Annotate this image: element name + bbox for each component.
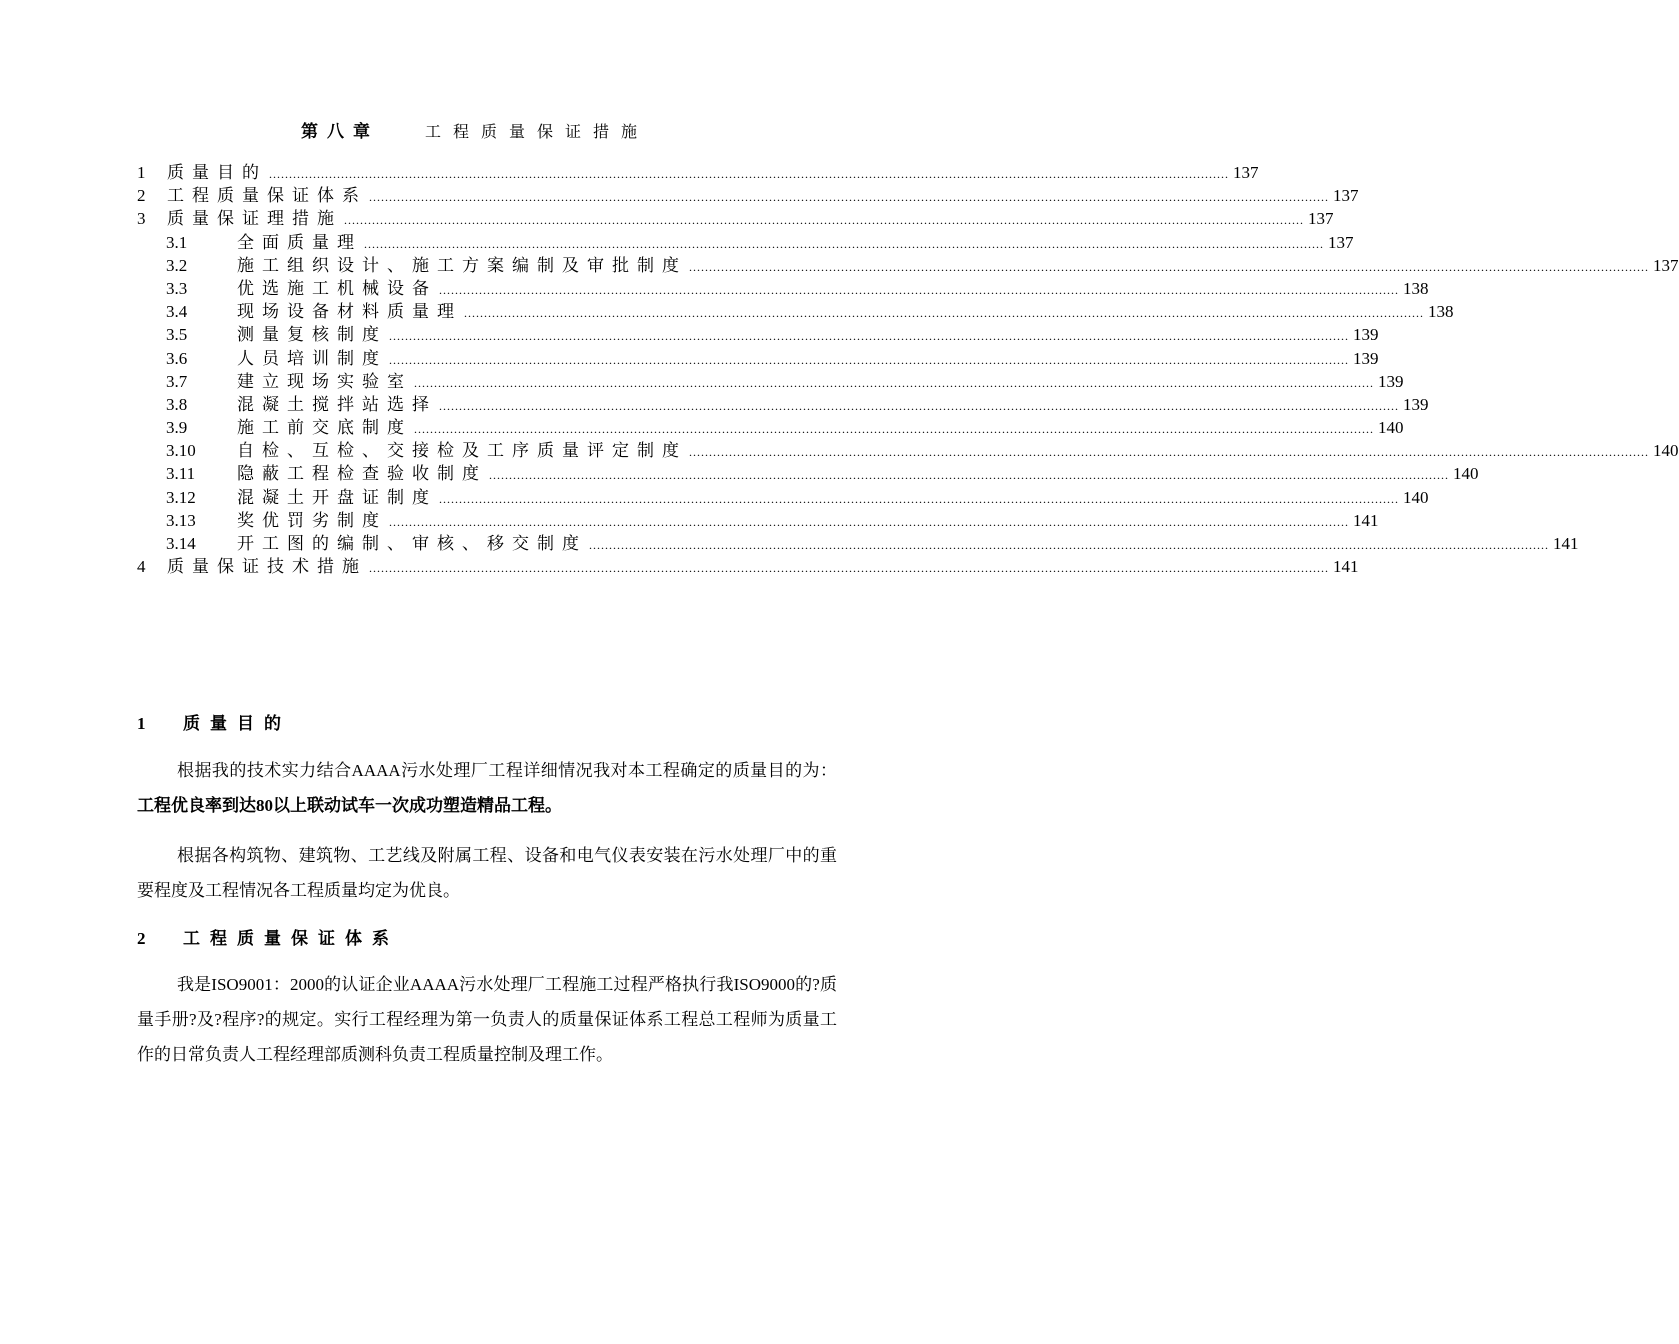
paragraph	[137, 967, 837, 1072]
toc-dot-leader: ................................................................................................................................................................................................................................................	[269, 167, 1229, 181]
toc-dot-leader: ................................................................................................................................................................................................................................................	[364, 236, 1324, 251]
toc-entry-title: 建立现场实验室	[237, 371, 412, 391]
toc-entry-title: 施工组织设计、施工方案编制及审批制度	[237, 255, 687, 275]
paragraph	[137, 753, 837, 823]
toc-entry-title: 全面质量理	[237, 232, 362, 252]
table-of-contents	[137, 161, 1679, 578]
toc-dot-leader: ................................................................................................................................................................................................................................................	[489, 468, 1449, 483]
toc-entry[interactable]	[137, 393, 1429, 416]
toc-dot-leader: ................................................................................................................................................................................................................................................	[464, 306, 1424, 321]
toc-dot-leader: ................................................................................................................................................................................................................................................	[689, 259, 1649, 274]
toc-entry[interactable]	[137, 254, 1679, 277]
toc-entry-title: 人员培训制度	[237, 348, 387, 368]
toc-entry[interactable]	[137, 300, 1454, 323]
toc-entry-title: 质量保证技术措施	[167, 557, 367, 577]
toc-dot-leader: ................................................................................................................................................................................................................................................	[439, 398, 1399, 413]
toc-entry[interactable]	[137, 161, 1259, 184]
toc-entry-page: 139	[1403, 394, 1429, 414]
toc-entry[interactable]	[137, 323, 1379, 346]
toc-entry-page: 137	[1328, 232, 1354, 252]
toc-entry[interactable]	[137, 207, 1334, 230]
toc-entry-title: 质量保证理措施	[167, 209, 342, 229]
toc-entry-page: 137	[1333, 186, 1359, 206]
toc-entry-number: 3.12	[166, 487, 196, 507]
toc-entry-title: 现场设备材料质量理	[237, 302, 462, 322]
paragraph-text: 根据我的技术实力结合AAAA污水处理厂工程详细情况我对本工程确定的质量目的为：	[177, 761, 837, 780]
toc-entry-title: 开工图的编制、审核、移交制度	[237, 534, 587, 553]
toc-entry[interactable]	[137, 416, 1404, 439]
paragraph-text: 根据各构筑物、建筑物、工艺线及附属工程、设备和电气仪表安装在污水处理厂中的重要程度及工程情况各工程质量均定为优良。	[137, 846, 837, 900]
toc-entry-title: 优选施工机械设备	[237, 278, 437, 298]
toc-entry-page: 140	[1453, 464, 1479, 484]
toc-entry[interactable]	[137, 277, 1429, 300]
toc-entry-page: 138	[1403, 278, 1429, 298]
toc-entry-page: 137	[1653, 255, 1679, 275]
toc-dot-leader: ................................................................................................................................................................................................................................................	[414, 375, 1374, 390]
toc-entry[interactable]	[137, 486, 1429, 509]
toc-entry-title: 工程质量保证体系	[167, 186, 367, 206]
toc-entry-page: 141	[1353, 510, 1379, 530]
paragraph	[137, 838, 837, 908]
section-title: 工程质量保证体系	[183, 929, 399, 948]
toc-entry-page: 140	[1403, 487, 1429, 507]
toc-entry[interactable]	[137, 231, 1354, 254]
toc-entry-title: 隐蔽工程检查验收制度	[237, 464, 487, 484]
toc-dot-leader: ................................................................................................................................................................................................................................................	[369, 561, 1329, 576]
toc-dot-leader: ................................................................................................................................................................................................................................................	[439, 282, 1399, 297]
toc-entry-page: 137	[1308, 209, 1334, 229]
toc-entry-number: 3	[137, 209, 146, 229]
toc-entry[interactable]	[137, 439, 1679, 462]
toc-entry-page: 140	[1653, 441, 1679, 461]
toc-entry-page: 139	[1353, 325, 1379, 345]
toc-entry-number: 3.9	[166, 418, 188, 438]
toc-entry-number: 2	[137, 186, 146, 206]
toc-dot-leader: ................................................................................................................................................................................................................................................	[389, 514, 1349, 529]
toc-entry-number: 3.4	[166, 302, 188, 322]
toc-entry-page: 141	[1553, 534, 1579, 553]
toc-dot-leader: ................................................................................................................................................................................................................................................	[389, 352, 1349, 367]
toc-entry-page: 139	[1378, 371, 1404, 391]
paragraph-text: 我是ISO9001：2000的认证企业AAAA污水处理厂工程施工过程严格执行我ISO9000的?质量手册?及?程序?的规定。实行工程经理为第一负责人的质量保证体系工程总工程师为质量工作的日常负责人工程经理部质测科负责工程质量控制及理工作。	[137, 975, 837, 1064]
chapter-title: 工程质量保证措施	[424, 124, 649, 141]
section-heading-1	[137, 709, 291, 734]
toc-entry-number: 3.14	[166, 534, 196, 553]
toc-entry-number: 3.11	[166, 464, 196, 484]
toc-dot-leader: ................................................................................................................................................................................................................................................	[439, 491, 1399, 506]
toc-dot-leader: ................................................................................................................................................................................................................................................	[689, 445, 1649, 460]
toc-entry[interactable]	[137, 184, 1359, 207]
toc-entry[interactable]	[137, 555, 1359, 578]
toc-entry-page: 139	[1353, 348, 1379, 368]
toc-entry-title: 自检、互检、交接检及工序质量评定制度	[237, 441, 687, 461]
paragraph-bold-text: 工程优良率到达80以上联动试车一次成功塑造精品工程。	[137, 796, 562, 815]
toc-dot-leader: ................................................................................................................................................................................................................................................	[369, 190, 1329, 205]
toc-entry-number: 4	[137, 557, 146, 577]
chapter-number: 第八章	[300, 122, 379, 141]
toc-dot-leader: ................................................................................................................................................................................................................................................	[589, 538, 1549, 552]
section-title: 质量目的	[183, 714, 291, 733]
section-heading-2	[137, 924, 399, 949]
toc-entry-number: 3.10	[166, 441, 196, 461]
toc-dot-leader: ................................................................................................................................................................................................................................................	[344, 213, 1304, 228]
chapter-heading	[0, 117, 950, 142]
toc-entry-title: 测量复核制度	[237, 325, 387, 345]
toc-entry[interactable]	[137, 347, 1379, 370]
toc-entry-title: 施工前交底制度	[237, 418, 412, 438]
toc-entry-number: 3.8	[166, 394, 188, 414]
toc-entry-title: 质量目的	[167, 163, 267, 182]
toc-entry-page: 141	[1333, 557, 1359, 577]
toc-entry-number: 3.3	[166, 278, 188, 298]
toc-entry-page: 140	[1378, 418, 1404, 438]
toc-entry-page: 137	[1233, 163, 1259, 182]
toc-dot-leader: ................................................................................................................................................................................................................................................	[414, 422, 1374, 437]
toc-entry-number: 3.2	[166, 255, 188, 275]
section-number: 1	[137, 714, 146, 733]
toc-entry[interactable]	[137, 462, 1479, 485]
toc-entry-number: 3.13	[166, 510, 196, 530]
section-number: 2	[137, 929, 146, 948]
toc-entry-number: 3.7	[166, 371, 188, 391]
toc-entry-title: 混凝土开盘证制度	[237, 487, 437, 507]
toc-entry-title: 奖优罚劣制度	[237, 510, 387, 530]
toc-entry-number: 3.1	[166, 232, 188, 252]
toc-dot-leader: ................................................................................................................................................................................................................................................	[389, 329, 1349, 344]
toc-entry-number: 3.6	[166, 348, 188, 368]
toc-entry[interactable]	[137, 532, 1579, 555]
toc-entry[interactable]	[137, 370, 1404, 393]
toc-entry-page: 138	[1428, 302, 1454, 322]
toc-entry[interactable]	[137, 509, 1379, 532]
toc-entry-number: 1	[137, 163, 146, 182]
toc-entry-number: 3.5	[166, 325, 188, 345]
toc-entry-title: 混凝土搅拌站选择	[237, 394, 437, 414]
